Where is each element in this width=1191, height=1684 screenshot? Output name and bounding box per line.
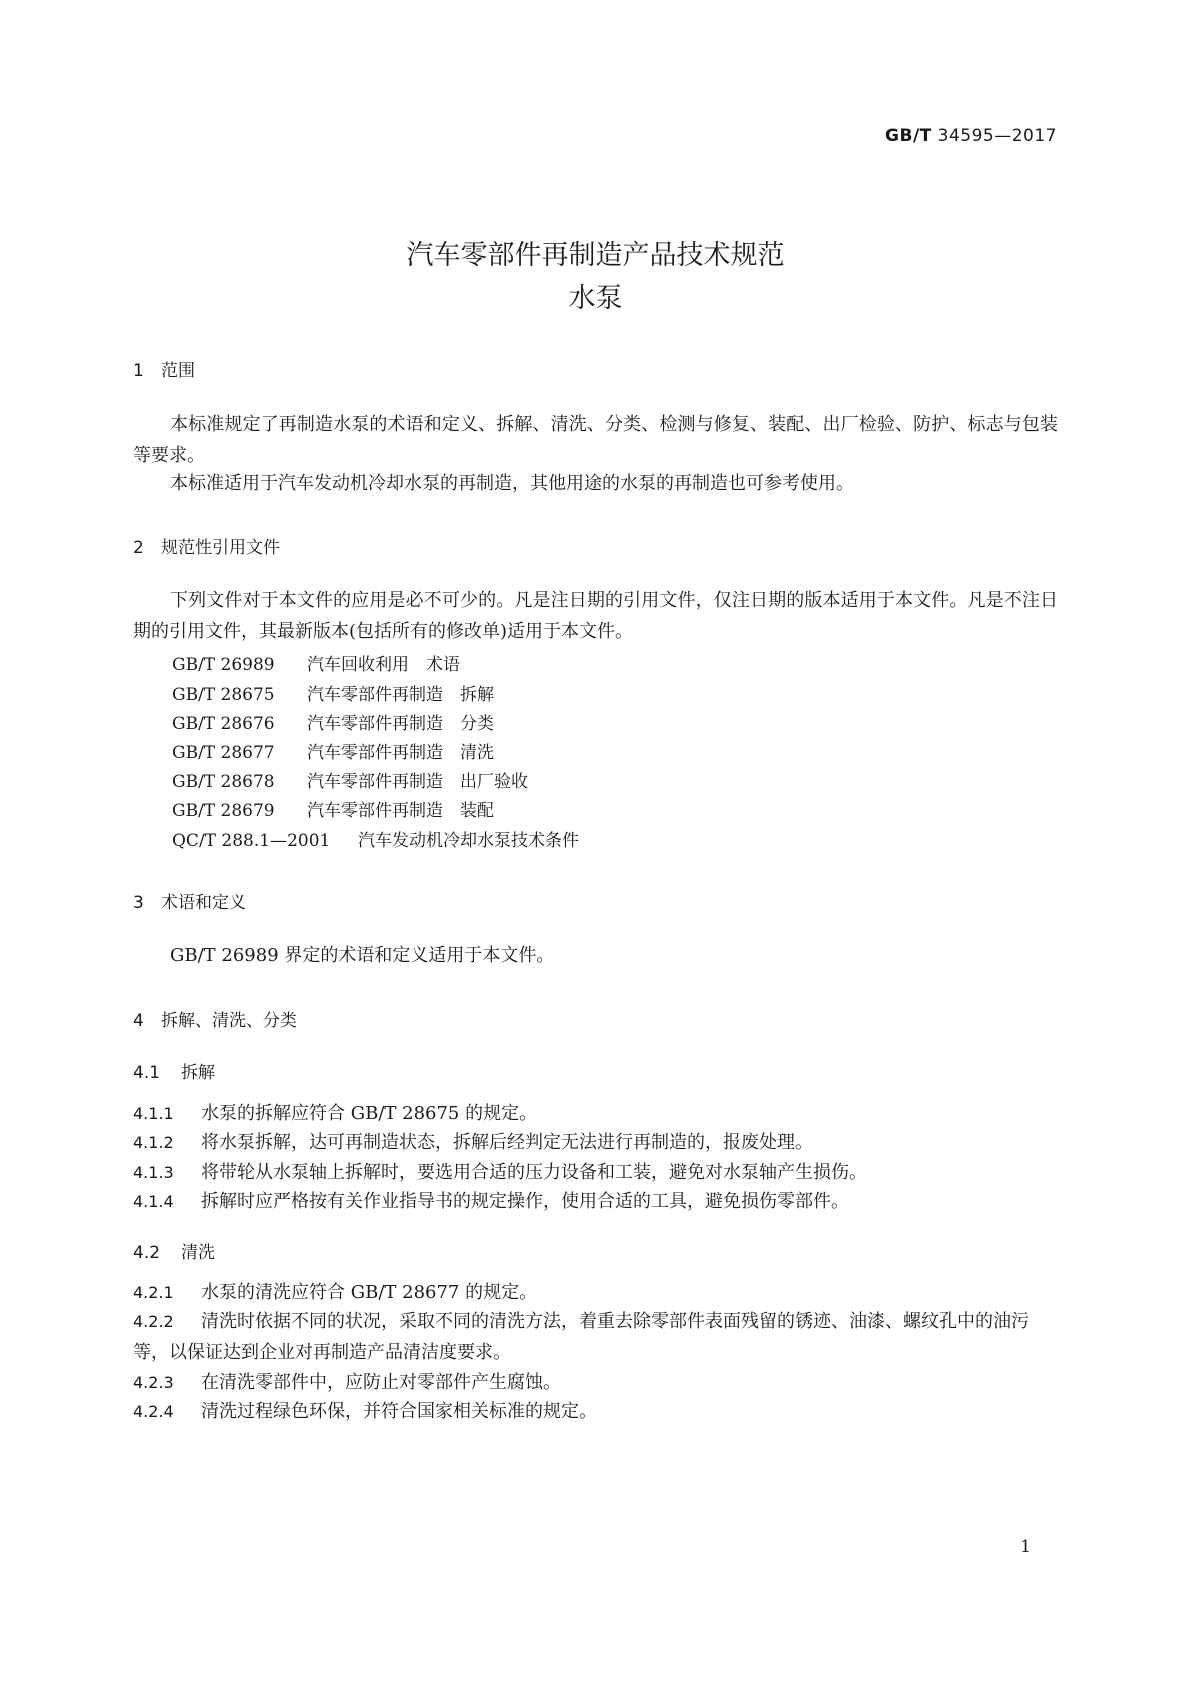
standard-code [885, 126, 1057, 146]
reference-item: GB/T 26989 汽车回收利用 术语 [172, 655, 460, 675]
clause-item: 4.1.4 拆解时应严格按有关作业指导书的规定操作，使用合适的工具，避免损伤零部件。 [133, 1191, 849, 1212]
section-4-2-heading: 4.2 清洗 [133, 1243, 215, 1263]
clause-item: 4.2.3 在清洗零部件中，应防止对零部件产生腐蚀。 [133, 1372, 561, 1393]
clause-item: 4.2.4 清洗过程绿色环保，并符合国家相关标准的规定。 [133, 1401, 597, 1422]
reference-item: GB/T 28677 汽车零部件再制造 清洗 [172, 743, 494, 763]
section-2-heading: 2 规范性引用文件 [133, 538, 280, 558]
document-title: 汽车零部件再制造产品技术规范 [406, 240, 785, 271]
reference-item: GB/T 28676 汽车零部件再制造 分类 [172, 714, 494, 734]
clause-item: 4.2.1 水泵的清洗应符合 GB/T 28677 的规定。 [133, 1282, 538, 1303]
reference-item: GB/T 28678 汽车零部件再制造 出厂验收 [172, 772, 528, 792]
reference-item: GB/T 28675 汽车零部件再制造 拆解 [172, 685, 494, 705]
section-4-heading: 4 拆解、清洗、分类 [133, 1011, 297, 1031]
standard-code-number: 34595—2017 [937, 126, 1057, 146]
section-2-paragraph-1: 下列文件对于本文件的应用是必不可少的。凡是注日期的引用文件，仅注日期的版本适用于本文件。凡是不注日期的引用文件，其最新版本(包括所有的修改单)适用于本文件。 [133, 590, 1058, 642]
clause-item: 4.1.2 将水泵拆解，达可再制造状态，拆解后经判定无法进行再制造的，报废处理。 [133, 1132, 813, 1153]
reference-item: GB/T 28679 汽车零部件再制造 装配 [172, 801, 494, 821]
section-1-paragraph-2: 本标准适用于汽车发动机冷却水泵的再制造，其他用途的水泵的再制造也可参考使用。 [170, 473, 854, 494]
section-1-heading: 1 范围 [133, 361, 195, 381]
clause-item: 4.1.3 将带轮从水泵轴上拆解时，要选用合适的压力设备和工装，避免对水泵轴产生损伤。 [133, 1162, 867, 1183]
section-3-heading: 3 术语和定义 [133, 893, 246, 913]
section-4-1-heading: 4.1 拆解 [133, 1063, 215, 1083]
reference-item: QC/T 288.1—2001 汽车发动机冷却水泵技术条件 [172, 831, 579, 851]
clause-item: 4.2.2 清洗时依据不同的状况，采取不同的清洗方法，着重去除零部件表面残留的锈迹、油漆、螺纹孔中的油污等，以保证达到企业对再制造产品清洁度要求。 [133, 1311, 1029, 1363]
document-subtitle: 水泵 [568, 283, 623, 314]
section-3-paragraph-1: GB/T 26989 界定的术语和定义适用于本文件。 [170, 945, 555, 966]
page-number: 1 [1020, 1537, 1031, 1557]
section-1-paragraph-1: 本标准规定了再制造水泵的术语和定义、拆解、清洗、分类、检测与修复、装配、出厂检验、防护、标志与包装等要求。 [133, 414, 1058, 466]
clause-item: 4.1.1 水泵的拆解应符合 GB/T 28675 的规定。 [133, 1103, 538, 1124]
standard-code-prefix: GB/T [885, 126, 932, 146]
